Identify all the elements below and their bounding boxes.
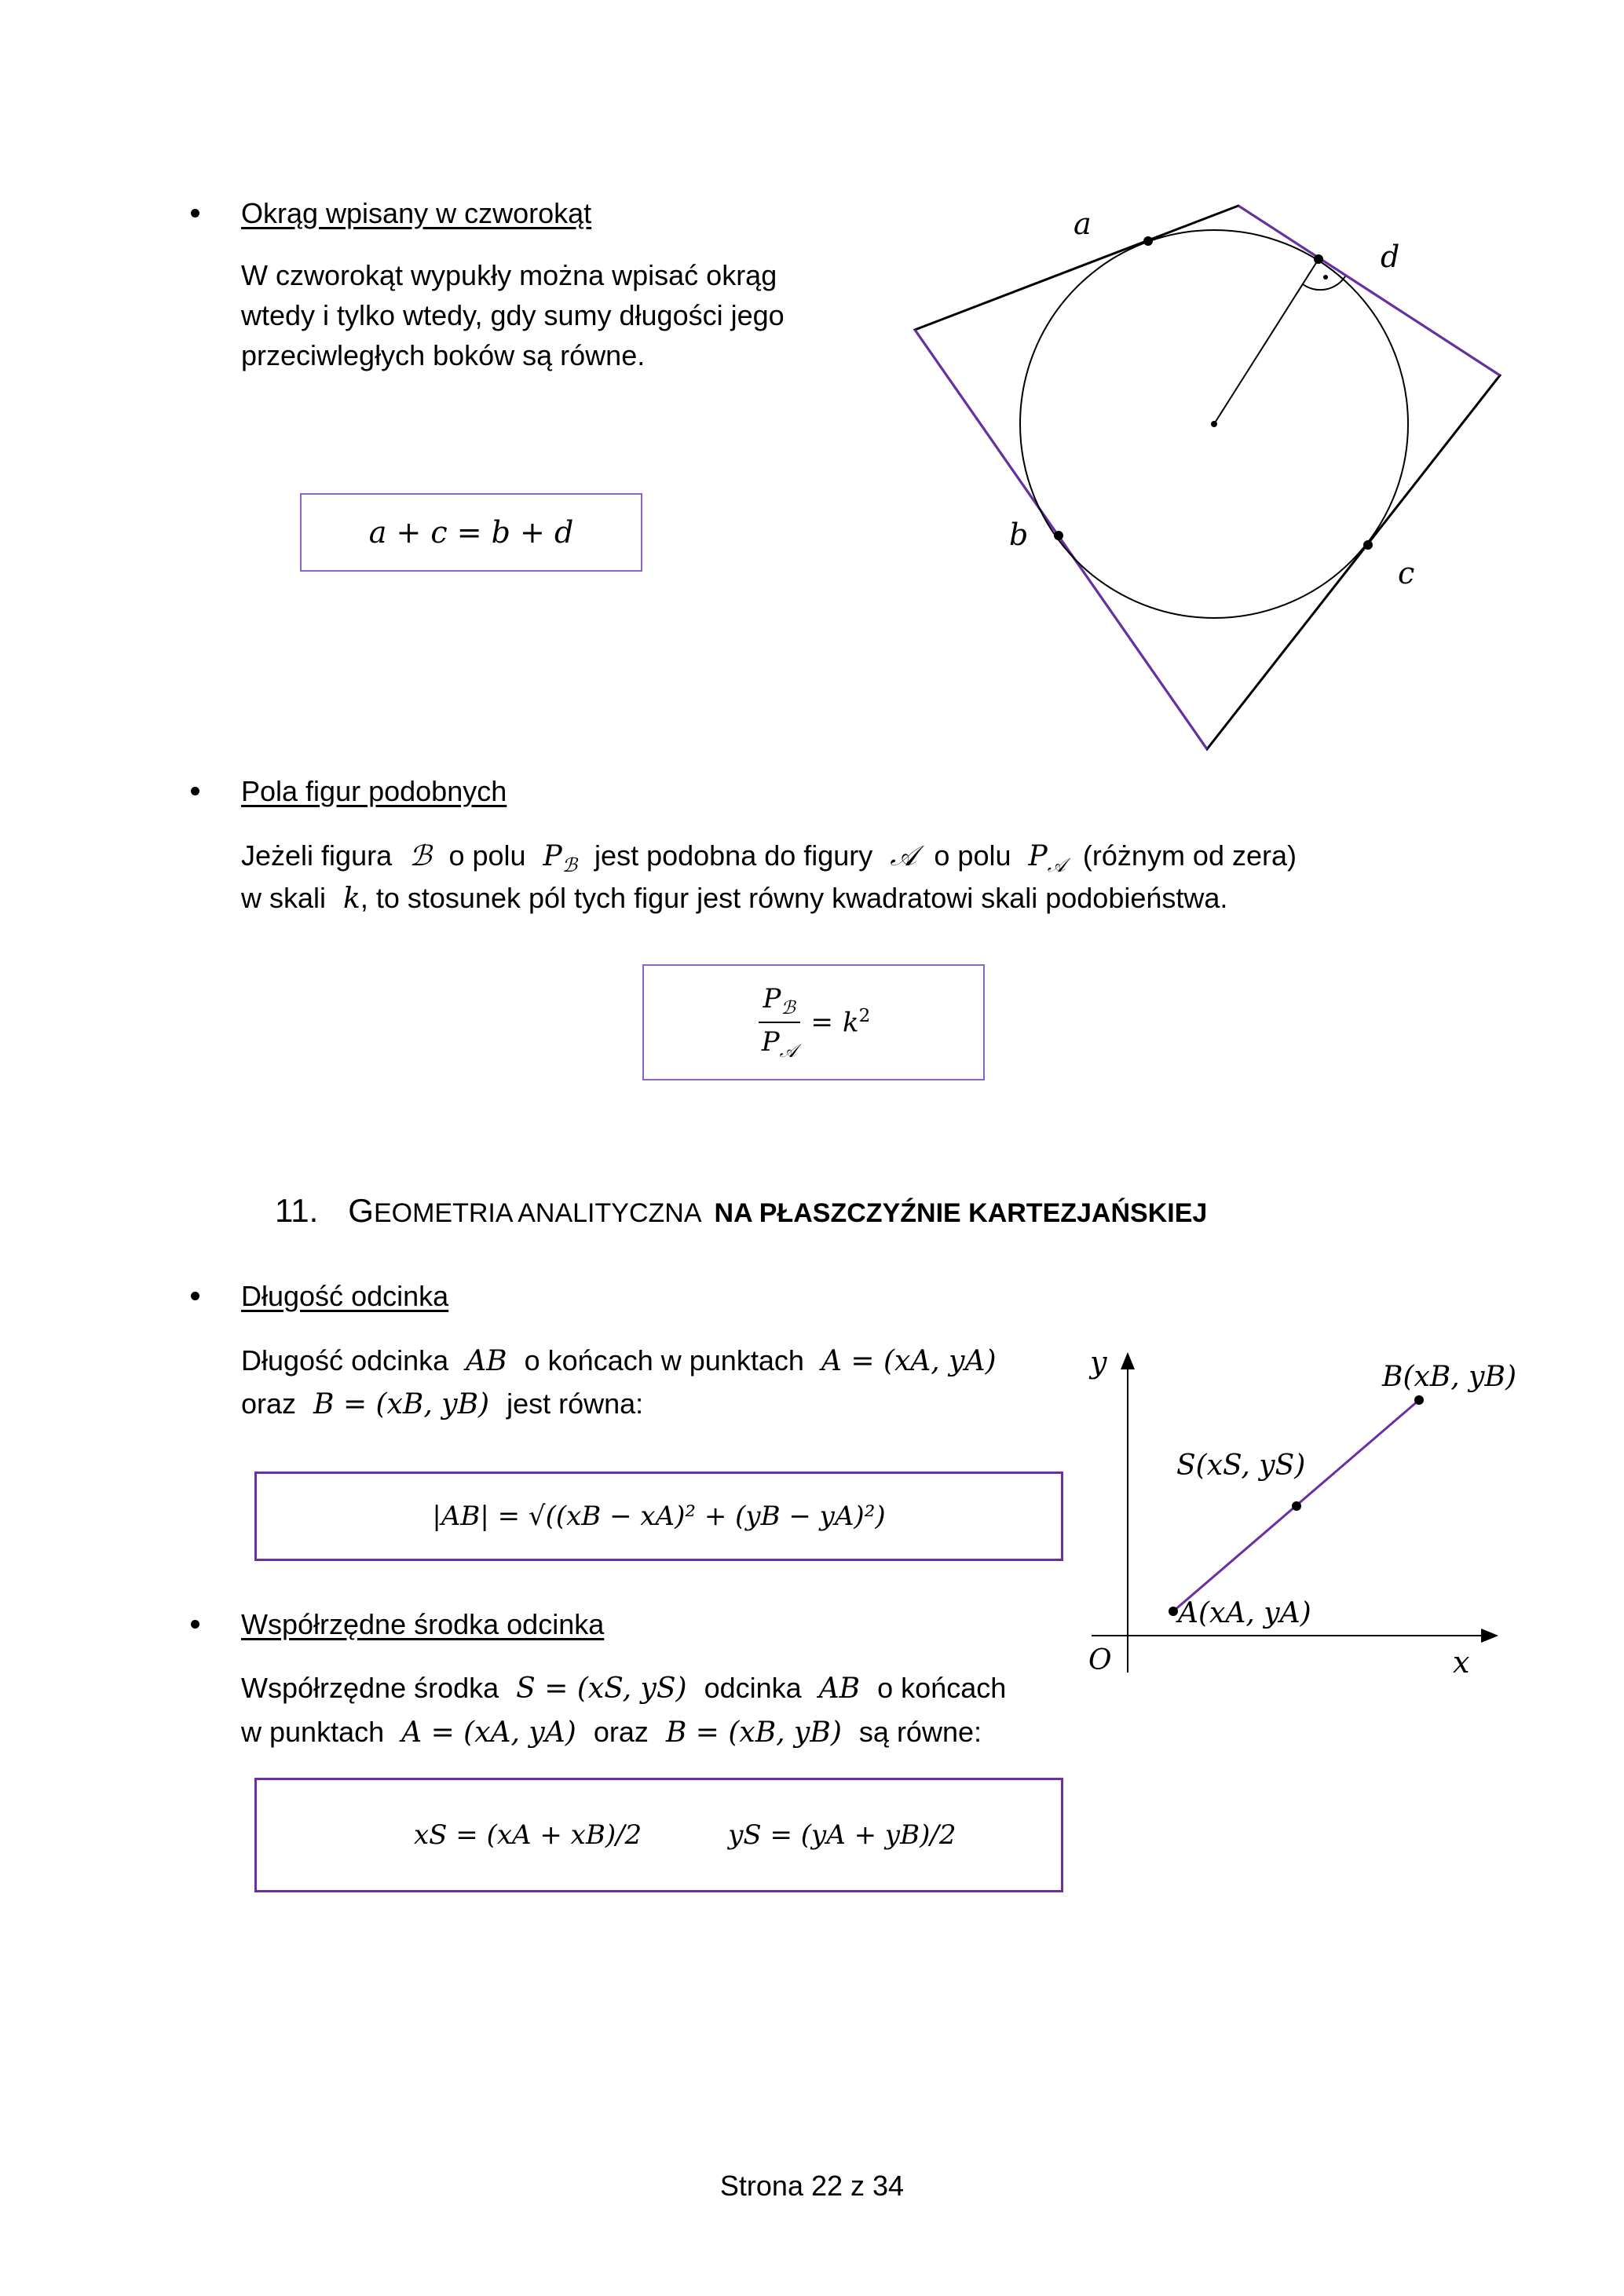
origin-label: O: [1088, 1644, 1112, 1676]
area-PB-sub: ℬ: [561, 854, 578, 877]
ratio-k-exp: 2: [858, 1006, 871, 1027]
segment-AB: AB: [466, 1345, 507, 1377]
text-midpoint-t6: są równe:: [858, 1716, 982, 1748]
label-A: A(xA, yA): [1178, 1597, 1311, 1629]
text-incircle-1: W czworokąt wypukły można wpisać okrąg: [241, 259, 777, 291]
point-S: S = (xS, yS): [516, 1673, 687, 1705]
point-S-dot: [1292, 1501, 1301, 1511]
chapter-heading: [275, 1192, 1207, 1230]
point-A: A = (xA, yA): [821, 1345, 997, 1377]
text-length-t4: jest równa:: [507, 1387, 644, 1420]
text-similar-2: [241, 878, 1227, 919]
text-length-1: [241, 1340, 997, 1381]
label-b: b: [1009, 517, 1029, 552]
text-length-t1: Długość odcinka: [241, 1344, 449, 1377]
text-similar-t4: o polu: [934, 839, 1011, 872]
ratio-denominator: [757, 1023, 802, 1062]
bullet-similar: [191, 787, 199, 795]
formula-ys: yS = (yA + yB)/2: [728, 1819, 956, 1851]
formula-box-length: [254, 1472, 1063, 1561]
formula-length: |AB| = √((xB − xA)² + (yB − yA)²): [432, 1501, 886, 1532]
quadrilateral: [915, 206, 1500, 749]
ratio-den-sub: 𝒜: [779, 1040, 797, 1062]
heading-similar: Pola figur podobnych: [241, 775, 507, 807]
formula-similar: [757, 983, 871, 1062]
text-midpoint-t4: w punktach: [241, 1716, 385, 1748]
ratio-k-letter: k: [842, 1007, 859, 1039]
radius-line: [1214, 259, 1319, 424]
x-axis-arrow: [1481, 1629, 1498, 1643]
label-d: d: [1381, 239, 1400, 274]
heading-incircle: Okrąg wpisany w czworokąt: [241, 197, 592, 229]
area-PA-P: P: [1028, 840, 1048, 872]
ratio-fraction: [757, 983, 802, 1062]
heading-length: Długość odcinka: [241, 1280, 449, 1312]
text-similar-t5: (różnym od zera): [1082, 839, 1297, 872]
label-a: a: [1074, 207, 1092, 241]
text-similar-t7: , to stosunek pól tych figur jest równy kwadratowi skali podobieństwa.: [360, 882, 1228, 914]
point-B-dot: [1414, 1395, 1424, 1405]
text-midpoint-1: [241, 1668, 1006, 1709]
tangent-point-d: [1314, 254, 1323, 264]
label-B: B(xB, yB): [1382, 1361, 1516, 1393]
text-length-t3: oraz: [241, 1387, 297, 1420]
text-midpoint-t3: o końcach: [877, 1672, 1007, 1704]
text-similar-t3: jest podobna do figury: [594, 839, 873, 872]
text-length-t2: o końcach w punktach: [524, 1344, 804, 1377]
formula-box-incircle: [300, 493, 642, 572]
tangent-point-b: [1054, 531, 1063, 540]
text-midpoint-t1: Współrzędne środka: [241, 1672, 499, 1704]
point-B-2: B = (xB, yB): [665, 1717, 842, 1749]
text-midpoint-t5: oraz: [593, 1716, 649, 1748]
y-axis-label: y: [1090, 1345, 1107, 1380]
fig-A: 𝒜: [890, 840, 917, 872]
incircle-diagram: [895, 196, 1523, 762]
bullet-length: [191, 1292, 199, 1300]
ratio-num-sub: ℬ: [781, 998, 796, 1018]
bullet-midpoint: [191, 1620, 199, 1629]
area-PA: [1028, 840, 1066, 877]
area-PB-P: P: [543, 840, 562, 872]
area-PB: [543, 840, 578, 877]
text-similar-t1: Jeżeli figura: [241, 839, 393, 872]
text-incircle-2: wtedy i tylko wtedy, gdy sumy długości jego: [241, 299, 785, 331]
formula-incircle: a + c = b + d: [368, 515, 574, 550]
ratio-num-P: P: [763, 983, 781, 1015]
y-axis-arrow: [1121, 1352, 1135, 1369]
center-dot: [1211, 421, 1217, 427]
coordinate-graph: [1076, 1335, 1547, 1688]
chapter-title-caps: EOMETRIA ANALITYCZNA: [373, 1198, 702, 1228]
text-similar-t2: o polu: [448, 839, 526, 872]
text-midpoint-t2: odcinka: [704, 1672, 802, 1704]
tangent-point-a: [1143, 236, 1153, 246]
fig-B: ℬ: [409, 840, 432, 872]
bullet-incircle: [191, 209, 199, 218]
ratio-den-P: P: [761, 1026, 780, 1058]
point-A-2: A = (xA, yA): [401, 1717, 576, 1749]
point-B: B = (xB, yB): [313, 1388, 490, 1420]
text-similar-t6: w skali: [241, 882, 327, 914]
text-length-2: [241, 1384, 643, 1424]
ratio-k: [843, 1006, 870, 1038]
chapter-first-letter: G: [348, 1192, 374, 1229]
chapter-title-bold: NA PŁASZCZYŹNIE KARTEZJAŃSKIEJ: [714, 1198, 1208, 1228]
right-angle-dot: [1323, 275, 1328, 280]
text-incircle-3: przeciwległych boków są równe.: [241, 339, 646, 371]
scale-k: k: [343, 883, 360, 915]
x-axis-label: x: [1453, 1645, 1470, 1680]
chapter-number: 11.: [275, 1192, 319, 1229]
heading-midpoint: Współrzędne środka odcinka: [241, 1608, 605, 1640]
tangent-point-c: [1363, 540, 1373, 550]
ratio-equals: =: [810, 1007, 833, 1038]
formula-box-similar: [642, 964, 985, 1080]
area-PA-sub: 𝒜: [1047, 854, 1066, 877]
segment-AB-2: AB: [818, 1673, 861, 1705]
label-S: S(xS, yS): [1176, 1450, 1306, 1482]
point-A-dot: [1169, 1607, 1178, 1616]
formula-box-midpoint: [254, 1778, 1063, 1892]
text-midpoint-2: [241, 1712, 982, 1753]
page-number: Strona 22 z 34: [719, 2170, 905, 2202]
side-purple-top: [1238, 206, 1500, 375]
label-c: c: [1398, 556, 1415, 590]
ratio-numerator: [759, 983, 800, 1023]
formula-xs: xS = (xA + xB)/2: [414, 1819, 642, 1851]
